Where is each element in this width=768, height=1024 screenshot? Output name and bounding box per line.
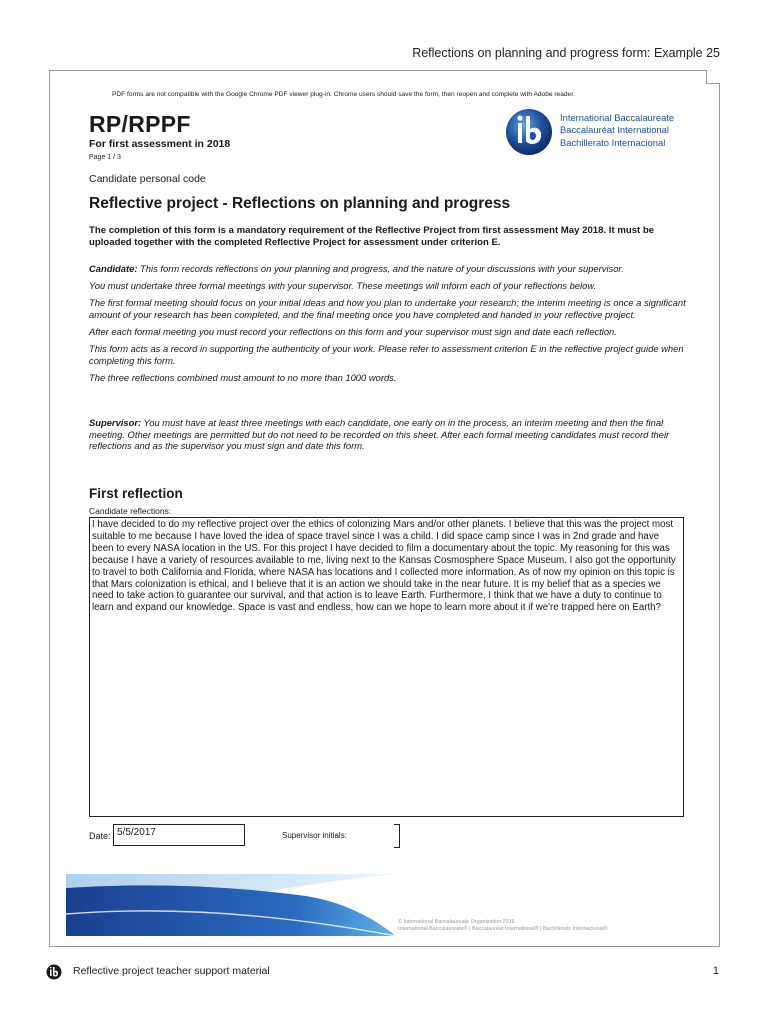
instruction-word-limit: The three reflections combined must amount to no more than 1000 words.	[89, 372, 397, 384]
page-corner-fold	[706, 70, 720, 84]
supervisor-lead: Supervisor:	[89, 417, 142, 428]
first-assessment: For first assessment in 2018	[89, 138, 231, 150]
mandatory-statement: The completion of this form is a mandatory requirement of the Reflective Project from first assessment May 2018. It must be uploaded together with the completed Reflective Project for assessment under criterion E.	[89, 225, 655, 248]
page-indicator: Page 1 / 3	[89, 154, 121, 161]
section-title-first-reflection: First reflection	[89, 486, 183, 501]
ib-logo	[504, 107, 694, 157]
ib-footer-logo-icon	[46, 964, 62, 980]
ib-logo-text: International Baccalaureate Baccalauréat International Bachillerato Internacional	[560, 112, 675, 148]
chrome-notice: PDF forms are not compatible with the Google Chrome PDF viewer plug-in. Chrome users should save the form, then reopen and complete with Adobe reader.	[112, 91, 575, 98]
candidate-code-label: Candidate personal code	[89, 173, 206, 185]
supervisor-initials-label: Supervisor initials:	[282, 831, 347, 840]
candidate-instructions: Candidate: This form records reflections on your planning and progress, and the nature of your discussions with your supervisor. You must undertake three formal meetings with your supervisor. These meetings will inform each of your reflections below. The first formal meeting should focus on your initial ideas and how you plan to undertake your research; the interim meeting is once a significant amount of your research has been completed, and the final meeting once you have completed and handed in your reflective project. After each formal meeting you must record your reflections on this form and your supervisor must sign and date each reflection. This form acts as a record in supporting the authenticity of your work. Please refer to assessment criterion E in the reflective project guide when completing this form. The three reflections combined must amount to no more than 1000 words.	[89, 263, 689, 389]
form-sheet	[49, 70, 720, 947]
date-field[interactable]: 5/5/2017	[113, 824, 245, 846]
ib-swoosh-graphic	[66, 874, 396, 936]
candidate-reflections-label: Candidate reflections:	[89, 506, 172, 516]
ib-globe-icon	[504, 107, 556, 157]
form-title: Reflective project - Reflections on planning and progress	[89, 195, 511, 212]
copyright-notice: © International Baccalaureate Organization 2016 International Baccalaureate® | Baccalauréat International® | Bachillerato Internacional®	[398, 919, 608, 933]
instruction-record: After each formal meeting you must record your reflections on this form and your supervisor must sign and date each reflection.	[89, 326, 617, 338]
footer-page-number: 1	[712, 965, 719, 977]
candidate-reflections-field[interactable]: I have decided to do my reflective project over the ethics of colonizing Mars and/or other planets. I believe that this was the project most suitable to me because I have loved the idea of space travel since I was a child. I did space camp since I was in 2nd grade and have been to every NASA location in the US. For this project I have decided to film a documentary about the topic. My reasoning for this was because I have a variety of resources available to me, living next to the Kansas Cosmosphere Space Museum. I also got the opportunity to travel to both California and Florida, where NASA has locations and I collected more information. As of now my opinion on this topic is that Mars colonization is ethical, and I believe that it is an action we should take in the near future. It is my belief that as a species we need to take action to guarantee our survival, and that action is to leave Earth. Furthermore, I think that we have a duty to continue to learn and expand our knowledge. Space is vast and endless, how can we hope to learn more about it if we're trapped here on Earth?	[89, 517, 684, 817]
running-head: Reflections on planning and progress form: Example 25	[412, 46, 720, 60]
supervisor-initials-field[interactable]	[394, 824, 400, 848]
candidate-lead: Candidate:	[89, 263, 138, 274]
instruction-meetings: You must undertake three formal meetings with your supervisor. These meetings will inform each of your reflections below.	[89, 280, 597, 292]
instruction-authenticity: This form acts as a record in supporting the authenticity of your work. Please refer to assessment criterion E in the reflective project guide when completing this form.	[89, 343, 684, 366]
form-code: RP/RPPF	[89, 111, 191, 137]
supervisor-instructions: Supervisor: You must have at least three meetings with each candidate, one early on in the process, an interim meeting and then the final meeting. Other meetings are permitted but do not need to be recorded on this sheet. After each formal meeting candidates must record their reflections and as the supervisor you must sign and date this form.	[89, 417, 670, 452]
footer-title: Reflective project teacher support material	[73, 965, 270, 977]
date-label: Date:	[89, 831, 111, 841]
instruction-meeting-focus: The first formal meeting should focus on your initial ideas and how you plan to undertake your research; the interim meeting is once a significant amount of your research has been completed, and the final meeting once you have completed and handed in your reflective project.	[89, 297, 686, 320]
